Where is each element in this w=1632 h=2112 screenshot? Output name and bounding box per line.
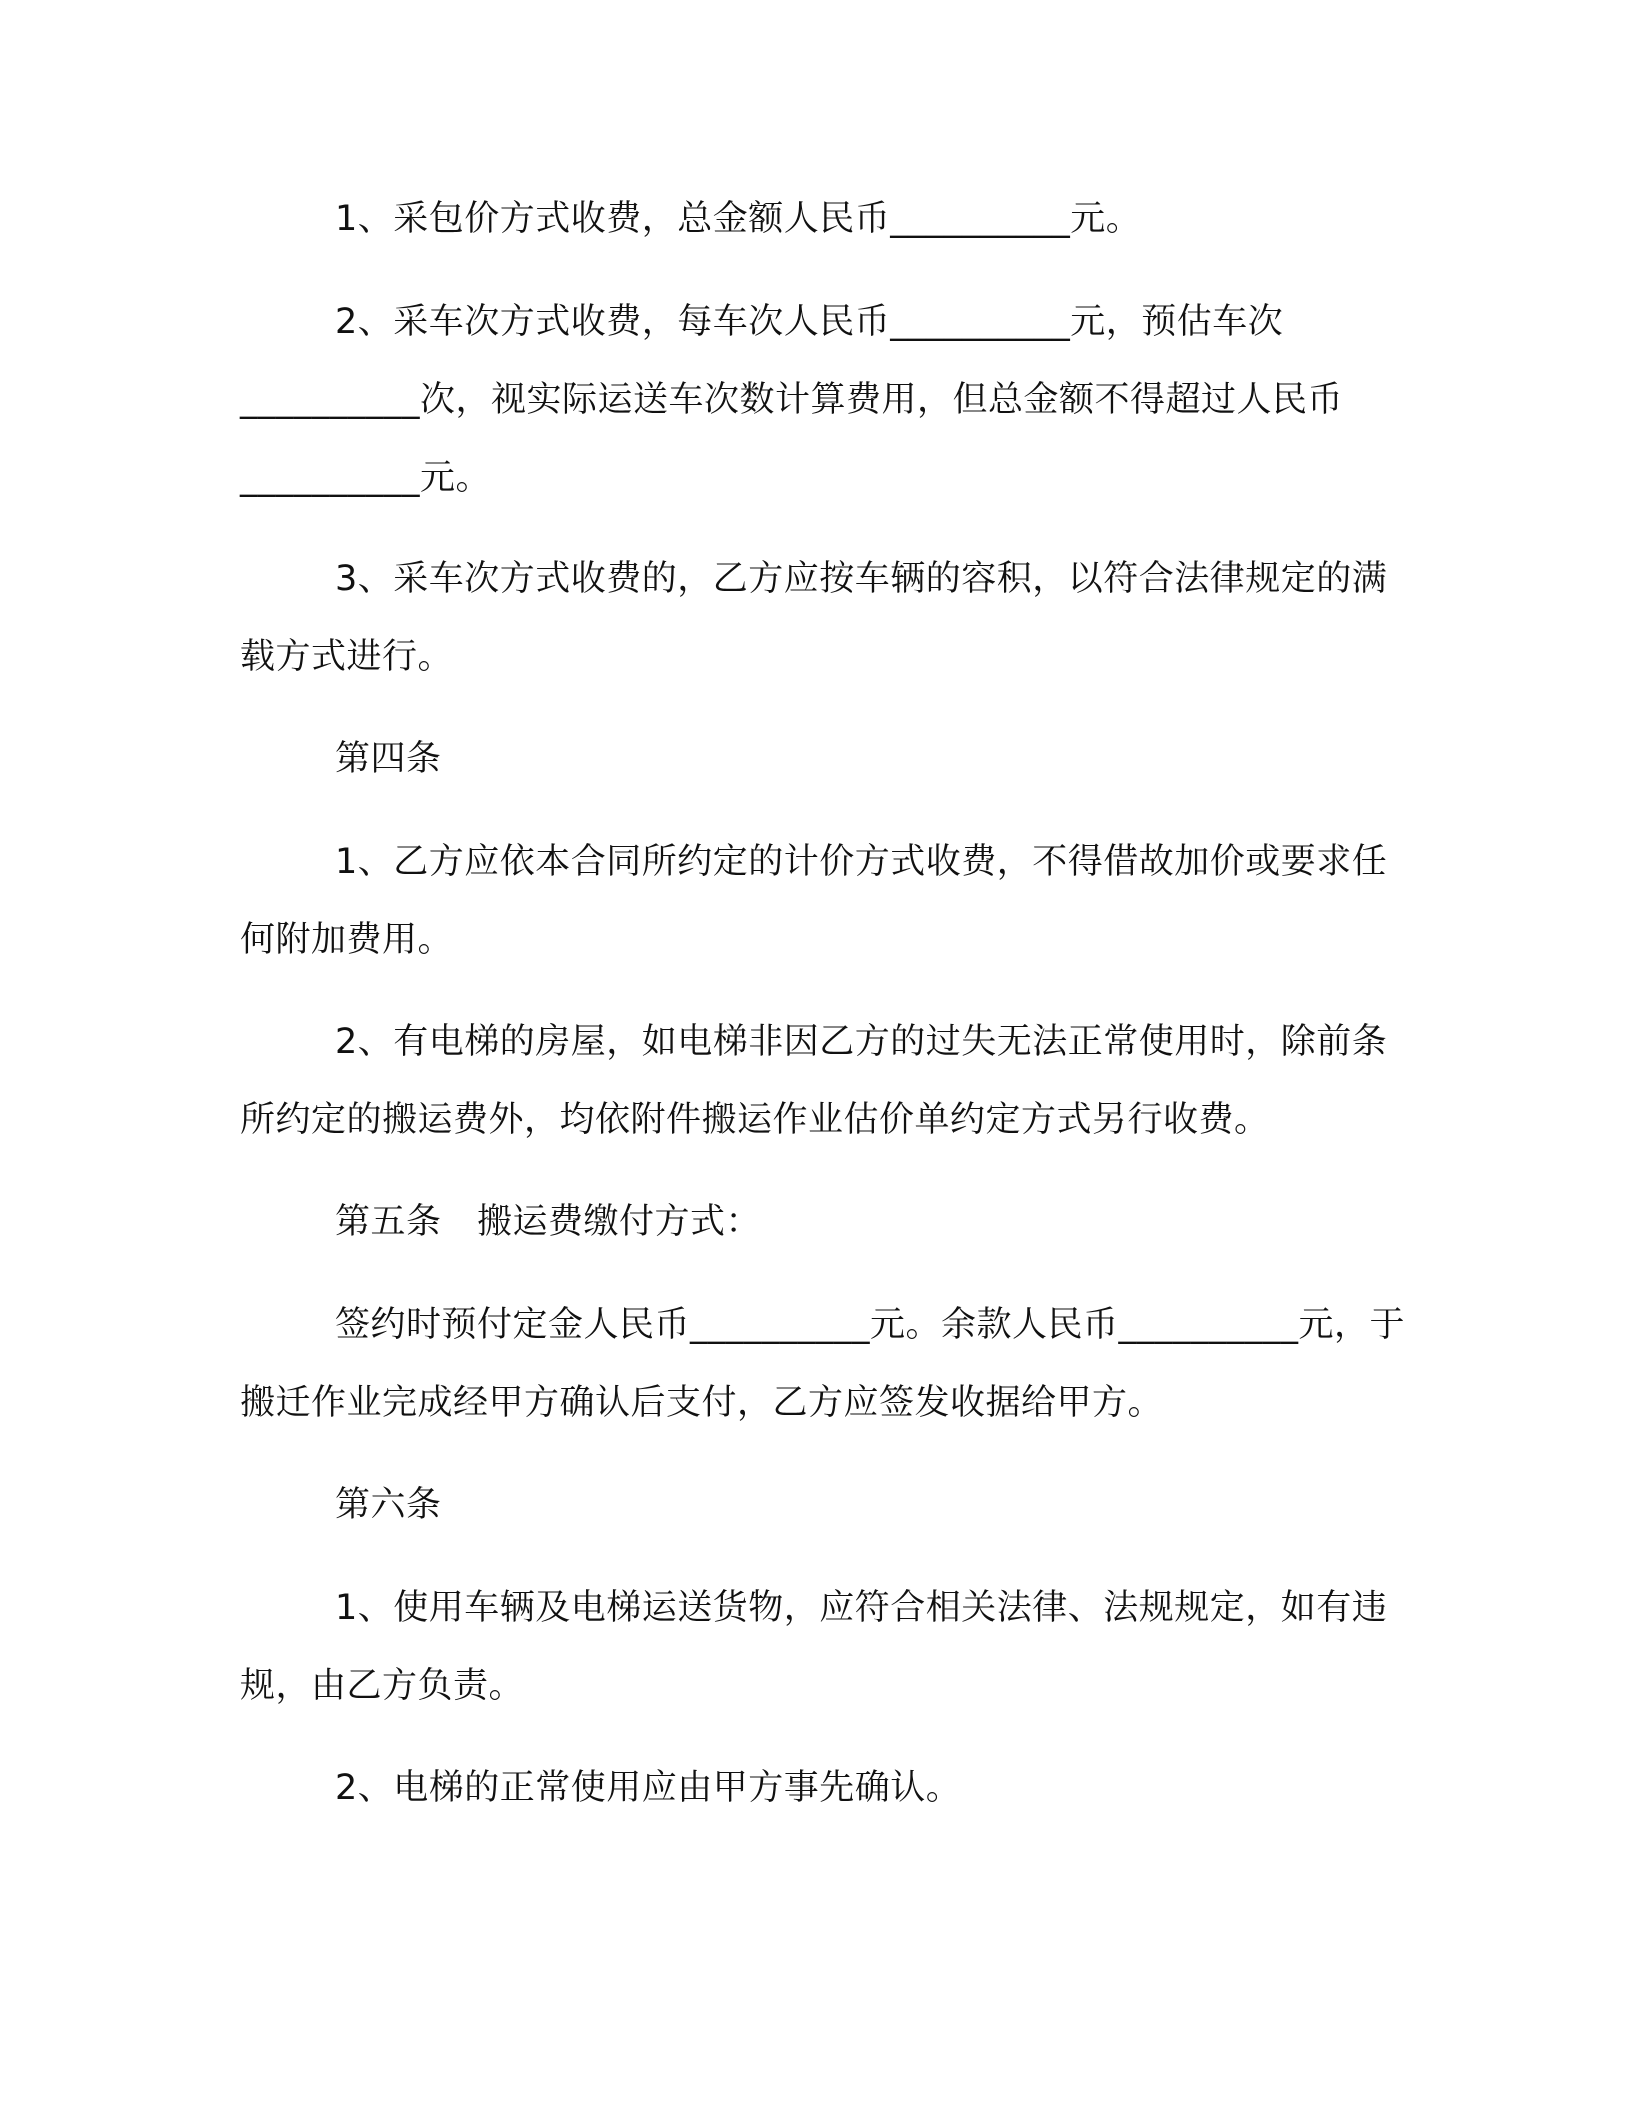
clause-6-item-1: 1、使用车辆及电梯运送货物，应符合相关法律、法规规定，如有违规，由乙方负责。	[240, 1588, 1388, 1706]
clause-4-item-1: 1、乙方应依本合同所约定的计价方式收费，不得借故加价或要求任何附加费用。	[240, 842, 1388, 960]
clause-4-item-2: 2、有电梯的房屋，如电梯非因乙方的过失无法正常使用时，除前条所约定的搬运费外，均依附件搬运作业估价单约定方式另行收费。	[240, 1022, 1388, 1140]
clause-5-body: 签约时预付定金人民币__________元。余款人民币__________元，于搬迁作业完成经甲方确认后支付，乙方应签发收据给甲方。	[240, 1305, 1406, 1423]
clause-6-item-2: 2、电梯的正常使用应由甲方事先确认。	[335, 1768, 962, 1808]
clause-3-item-2: 2、采车次方式收费，每车次人民币__________元，预估车次__________次，视实际运送车次数计算费用，但总金额不得超过人民币__________元。	[240, 302, 1344, 498]
clause-6-heading: 第六条	[335, 1485, 442, 1525]
clause-3-item-3: 3、采车次方式收费的，乙方应按车辆的容积，以符合法律规定的满载方式进行。	[240, 559, 1388, 677]
clause-4-heading: 第四条	[335, 739, 442, 779]
clause-3-item-1: 1、采包价方式收费，总金额人民币__________元。	[335, 199, 1142, 239]
clause-5-heading: 第五条 搬运费缴付方式：	[335, 1202, 762, 1242]
